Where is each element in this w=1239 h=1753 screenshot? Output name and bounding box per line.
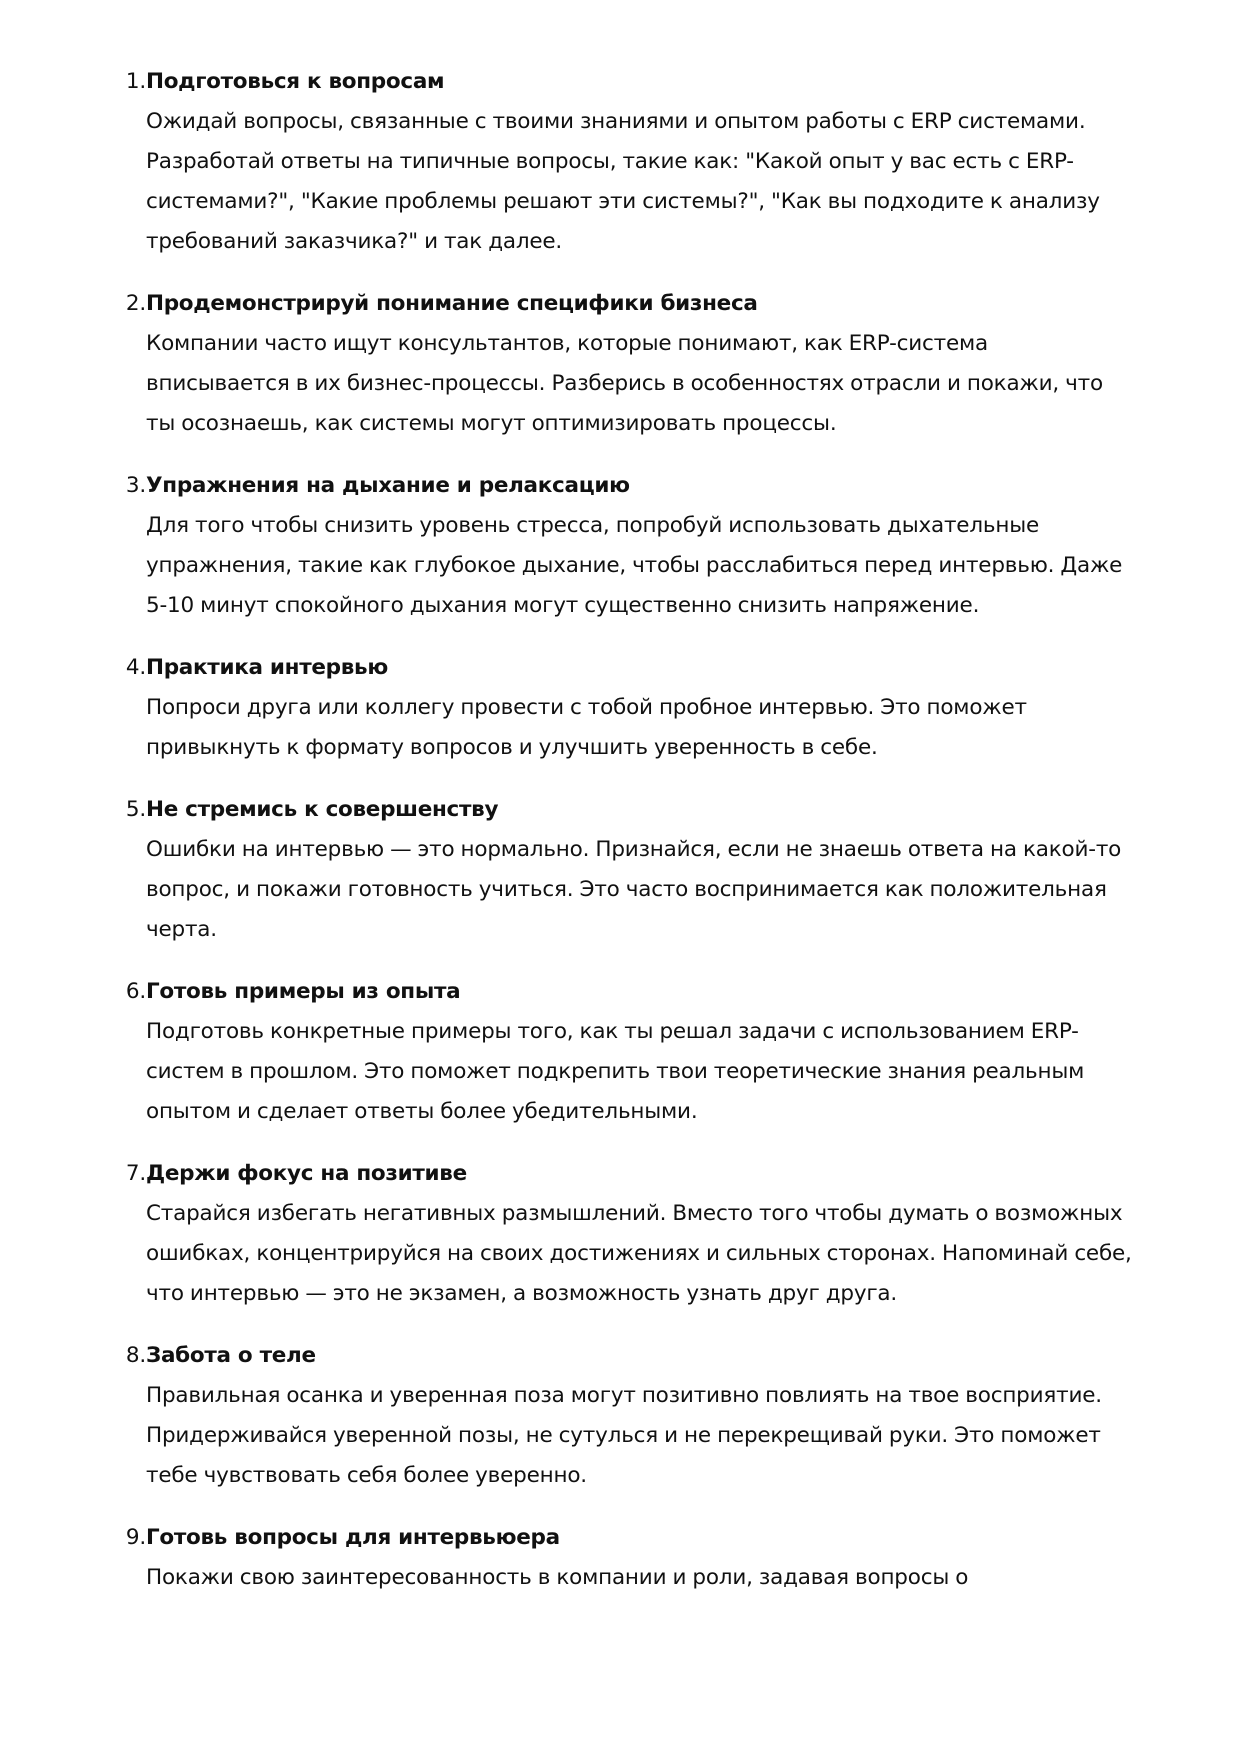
list-item-body: [146, 506, 1186, 626]
list-item-number: 1.: [125, 69, 146, 94]
list-item-3: [0, 466, 1239, 626]
list-item-number: 7.: [125, 1161, 146, 1186]
list-item-number: 8.: [125, 1343, 146, 1368]
list-item-number: 2.: [125, 291, 146, 316]
body-line: 5-10 минут спокойного дыхания могут существенно снизить напряжение.: [146, 593, 980, 618]
body-line: Старайся избегать негативных размышлений. Вместо того чтобы думать о возможных: [146, 1201, 1123, 1226]
list-item-body: [146, 1194, 1186, 1314]
body-line: требований заказчика?" и так далее.: [146, 229, 563, 254]
list-item-title: Не стремись к совершенству: [146, 797, 499, 822]
list-item-body: [146, 1558, 1186, 1598]
list-item-title: Забота о теле: [146, 1343, 316, 1368]
body-line: привыкнуть к формату вопросов и улучшить уверенность в себе.: [146, 735, 878, 760]
list-item-body: [146, 1012, 1186, 1132]
list-item-number: 9.: [125, 1525, 146, 1550]
body-line: Правильная осанка и уверенная поза могут позитивно повлиять на твое восприятие.: [146, 1383, 1102, 1408]
body-line: Покажи свою заинтересованность в компании и роли, задавая вопросы о: [146, 1565, 969, 1590]
list-item-2: [0, 284, 1239, 444]
list-item-number: 3.: [125, 473, 146, 498]
body-line: системами?", "Какие проблемы решают эти системы?", "Как вы подходите к анализу: [146, 189, 1100, 214]
list-item-body: [146, 102, 1186, 262]
body-line: Разработай ответы на типичные вопросы, такие как: "Какой опыт у вас есть с ERP-: [146, 149, 1074, 174]
list-item-8: [0, 1336, 1239, 1496]
body-line: черта.: [146, 917, 217, 942]
body-line: вписывается в их бизнес-процессы. Разберись в особенностях отрасли и покажи, что: [146, 371, 1103, 396]
list-item-6: [0, 972, 1239, 1132]
body-line: Компании часто ищут консультантов, которые понимают, как ERP-система: [146, 331, 988, 356]
list-item-title: Подготовься к вопросам: [146, 69, 445, 94]
list-item-9: [0, 1518, 1239, 1598]
body-line: что интервью — это не экзамен, а возможность узнать друг друга.: [146, 1281, 898, 1306]
list-item-5: [0, 790, 1239, 950]
body-line: Ошибки на интервью — это нормально. Признайся, если не знаешь ответа на какой-то: [146, 837, 1122, 862]
list-item-title: Готовь вопросы для интервьюера: [146, 1525, 560, 1550]
list-item-4: [0, 648, 1239, 768]
body-line: упражнения, такие как глубокое дыхание, чтобы расслабиться перед интервью. Даже: [146, 553, 1123, 578]
list-item-body: [146, 688, 1186, 768]
body-line: ты осознаешь, как системы могут оптимизировать процессы.: [146, 411, 837, 436]
body-line: Попроси друга или коллегу провести с тобой пробное интервью. Это поможет: [146, 695, 1027, 720]
body-line: систем в прошлом. Это поможет подкрепить твои теоретические знания реальным: [146, 1059, 1085, 1084]
list-item-title: Практика интервью: [146, 655, 388, 680]
body-line: тебе чувствовать себя более уверенно.: [146, 1463, 587, 1488]
list-item-number: 5.: [125, 797, 146, 822]
body-line: опытом и сделает ответы более убедительными.: [146, 1099, 698, 1124]
list-item-7: [0, 1154, 1239, 1314]
body-line: Подготовь конкретные примеры того, как ты решал задачи с использованием ERP-: [146, 1019, 1079, 1044]
list-item-title: Упражнения на дыхание и релаксацию: [146, 473, 630, 498]
list-item-title: Продемонстрируй понимание специфики бизнеса: [146, 291, 758, 316]
list-item-body: [146, 830, 1186, 950]
tips-list: [0, 62, 1239, 1620]
list-item-number: 4.: [125, 655, 146, 680]
list-item-1: [0, 62, 1239, 262]
list-item-number: 6.: [125, 979, 146, 1004]
body-line: Придерживайся уверенной позы, не сутулься и не перекрещивай руки. Это поможет: [146, 1423, 1101, 1448]
body-line: Ожидай вопросы, связанные с твоими знаниями и опытом работы с ERP системами.: [146, 109, 1086, 134]
list-item-title: Держи фокус на позитиве: [146, 1161, 467, 1186]
list-item-title: Готовь примеры из опыта: [146, 979, 461, 1004]
body-line: вопрос, и покажи готовность учиться. Это часто воспринимается как положительная: [146, 877, 1107, 902]
body-line: ошибках, концентрируйся на своих достижениях и сильных сторонах. Напоминай себе,: [146, 1241, 1132, 1266]
list-item-body: [146, 1376, 1186, 1496]
body-line: Для того чтобы снизить уровень стресса, попробуй использовать дыхательные: [146, 513, 1039, 538]
list-item-body: [146, 324, 1186, 444]
